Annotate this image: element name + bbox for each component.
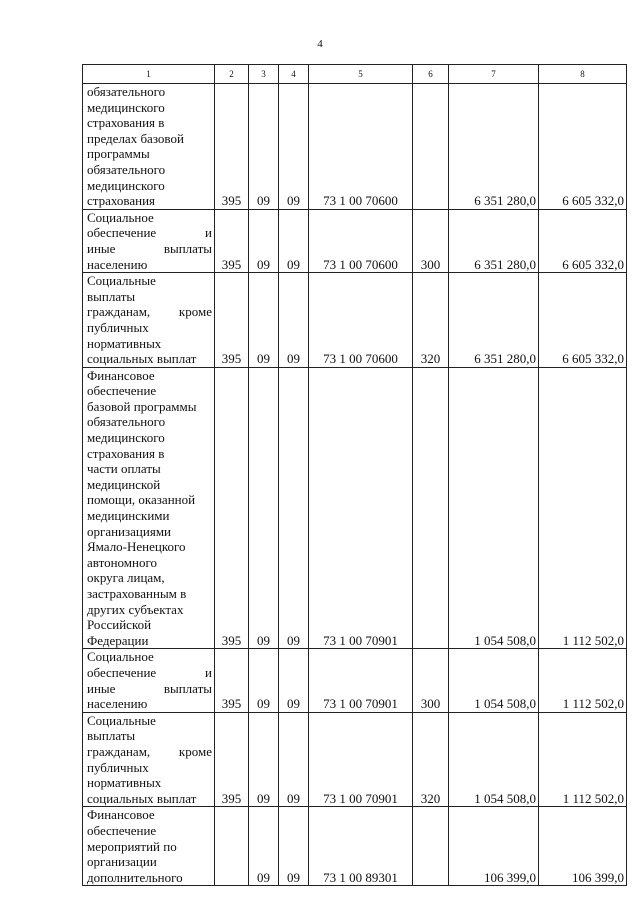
target-article-cell: 73 1 00 70901 — [309, 712, 413, 807]
item-name-cell — [83, 807, 215, 886]
item-name-cell — [83, 209, 215, 272]
amount-year2-cell: 6 605 332,0 — [539, 84, 627, 210]
item-name-line: нормативных — [87, 775, 162, 791]
item-name-line: Социальные — [87, 712, 156, 728]
amount-year1-cell: 6 351 280,0 — [449, 273, 539, 368]
amount-year1-cell: 1 054 508,0 — [449, 712, 539, 807]
admin-code-cell: 395 — [215, 84, 249, 210]
item-name-line: Финансовое — [87, 807, 155, 823]
item-name-line: Ямало-Ненецкого — [87, 539, 186, 555]
item-name-line: пределах базовой — [87, 130, 184, 146]
item-name-line: выплаты — [87, 288, 136, 304]
item-name-line: медицинского — [87, 99, 165, 115]
subsection-cell: 09 — [279, 84, 309, 210]
expense-type-cell: 320 — [413, 712, 449, 807]
item-name-line: страхования — [87, 193, 156, 209]
item-name-line: иные выплаты — [87, 240, 212, 256]
item-name-line: других субъектах — [87, 601, 184, 617]
item-name-cell — [83, 712, 215, 807]
item-name-line: населению — [87, 696, 148, 712]
item-name-line: Социальное — [87, 649, 154, 665]
item-name-line: обеспечение — [87, 383, 157, 399]
section-cell: 09 — [249, 367, 279, 649]
item-name-line: медицинского — [87, 177, 165, 193]
item-name-line: обязательного — [87, 161, 166, 177]
item-name-cell — [83, 273, 215, 368]
item-name-line: обеспечение и — [87, 225, 212, 241]
item-name-line: медицинской — [87, 476, 161, 492]
header-cell: 8 — [539, 65, 627, 84]
amount-year2-cell: 106 399,0 — [539, 807, 627, 886]
item-name-line: автономного — [87, 554, 157, 570]
item-name-line: Социальные — [87, 273, 156, 289]
item-name-line: гражданам, кроме — [87, 304, 212, 320]
amount-year2-cell: 1 112 502,0 — [539, 649, 627, 712]
item-name-line: базовой программы — [87, 398, 197, 414]
amount-year1-cell: 106 399,0 — [449, 807, 539, 886]
amount-year1-cell: 6 351 280,0 — [449, 209, 539, 272]
section-cell: 09 — [249, 649, 279, 712]
header-cell: 4 — [279, 65, 309, 84]
item-name-line: организации — [87, 854, 157, 870]
item-name-line: гражданам, кроме — [87, 743, 212, 759]
item-name-line: социальных выплат — [87, 351, 197, 367]
table-body — [83, 84, 627, 886]
target-article-cell: 73 1 00 70600 — [309, 209, 413, 272]
table-row — [83, 209, 627, 272]
table-row — [83, 273, 627, 368]
item-name-line: Российской — [87, 617, 152, 633]
item-name-line: Финансовое — [87, 367, 155, 383]
item-name-line: медицинскими — [87, 508, 170, 524]
item-name-line: организациями — [87, 523, 171, 539]
admin-code-cell: 395 — [215, 273, 249, 368]
amount-year2-cell: 1 112 502,0 — [539, 367, 627, 649]
header-cell: 2 — [215, 65, 249, 84]
expense-type-cell — [413, 367, 449, 649]
item-name-cell — [83, 84, 215, 210]
table-row — [83, 712, 627, 807]
header-row — [83, 65, 627, 84]
item-name-line: Федерации — [87, 632, 149, 648]
item-name-line: страхования в — [87, 115, 165, 131]
amount-year2-cell: 1 112 502,0 — [539, 712, 627, 807]
header-cell: 1 — [83, 65, 215, 84]
subsection-cell: 09 — [279, 273, 309, 368]
budget-table — [82, 64, 627, 886]
item-name-line: части оплаты — [87, 461, 161, 477]
table-row — [83, 649, 627, 712]
amount-year2-cell: 6 605 332,0 — [539, 273, 627, 368]
header-cell: 3 — [249, 65, 279, 84]
target-article-cell: 73 1 00 70901 — [309, 649, 413, 712]
header-cell: 6 — [413, 65, 449, 84]
amount-year1-cell: 1 054 508,0 — [449, 367, 539, 649]
item-name-cell — [83, 649, 215, 712]
item-name-line: округа лицам, — [87, 570, 165, 586]
item-name-line: обеспечение — [87, 822, 157, 838]
item-name-line: дополнительного — [87, 869, 183, 885]
target-article-cell: 73 1 00 70600 — [309, 84, 413, 210]
item-name-line: мероприятий по — [87, 838, 177, 854]
expense-type-cell: 300 — [413, 649, 449, 712]
page-number: 4 — [317, 38, 323, 50]
item-name-cell — [83, 367, 215, 649]
header-cell: 7 — [449, 65, 539, 84]
item-name-line: иные выплаты — [87, 680, 212, 696]
admin-code-cell: 395 — [215, 649, 249, 712]
item-name-line: выплаты — [87, 728, 136, 744]
item-name-line: социальных выплат — [87, 790, 197, 806]
item-name-line: нормативных — [87, 335, 162, 351]
subsection-cell: 09 — [279, 712, 309, 807]
amount-year2-cell: 6 605 332,0 — [539, 209, 627, 272]
expense-type-cell: 320 — [413, 273, 449, 368]
item-name-line: обеспечение и — [87, 664, 212, 680]
item-name-line: населению — [87, 256, 148, 272]
admin-code-cell: 395 — [215, 209, 249, 272]
section-cell: 09 — [249, 84, 279, 210]
admin-code-cell: 395 — [215, 367, 249, 649]
admin-code-cell — [215, 807, 249, 886]
table-row — [83, 807, 627, 886]
target-article-cell: 73 1 00 89301 — [309, 807, 413, 886]
section-cell: 09 — [249, 273, 279, 368]
section-cell: 09 — [249, 209, 279, 272]
header-cell: 5 — [309, 65, 413, 84]
expense-type-cell: 300 — [413, 209, 449, 272]
item-name-line: Социальное — [87, 209, 154, 225]
section-cell: 09 — [249, 807, 279, 886]
item-name-line: публичных — [87, 319, 149, 335]
expense-type-cell — [413, 84, 449, 210]
table-row — [83, 367, 627, 649]
table-row — [83, 84, 627, 210]
admin-code-cell: 395 — [215, 712, 249, 807]
item-name-line: обязательного — [87, 414, 166, 430]
item-name-line: застрахованным в — [87, 586, 187, 601]
target-article-cell: 73 1 00 70600 — [309, 273, 413, 368]
item-name-line: помощи, оказанной — [87, 492, 196, 508]
subsection-cell: 09 — [279, 367, 309, 649]
item-name-line: страхования в — [87, 445, 165, 461]
amount-year1-cell: 6 351 280,0 — [449, 84, 539, 210]
expense-type-cell — [413, 807, 449, 886]
subsection-cell: 09 — [279, 209, 309, 272]
amount-year1-cell: 1 054 508,0 — [449, 649, 539, 712]
item-name-line: публичных — [87, 759, 149, 775]
section-cell: 09 — [249, 712, 279, 807]
subsection-cell: 09 — [279, 649, 309, 712]
item-name-line: обязательного — [87, 84, 166, 99]
item-name-line: программы — [87, 146, 150, 162]
item-name-line: медицинского — [87, 430, 165, 446]
target-article-cell: 73 1 00 70901 — [309, 367, 413, 649]
subsection-cell: 09 — [279, 807, 309, 886]
